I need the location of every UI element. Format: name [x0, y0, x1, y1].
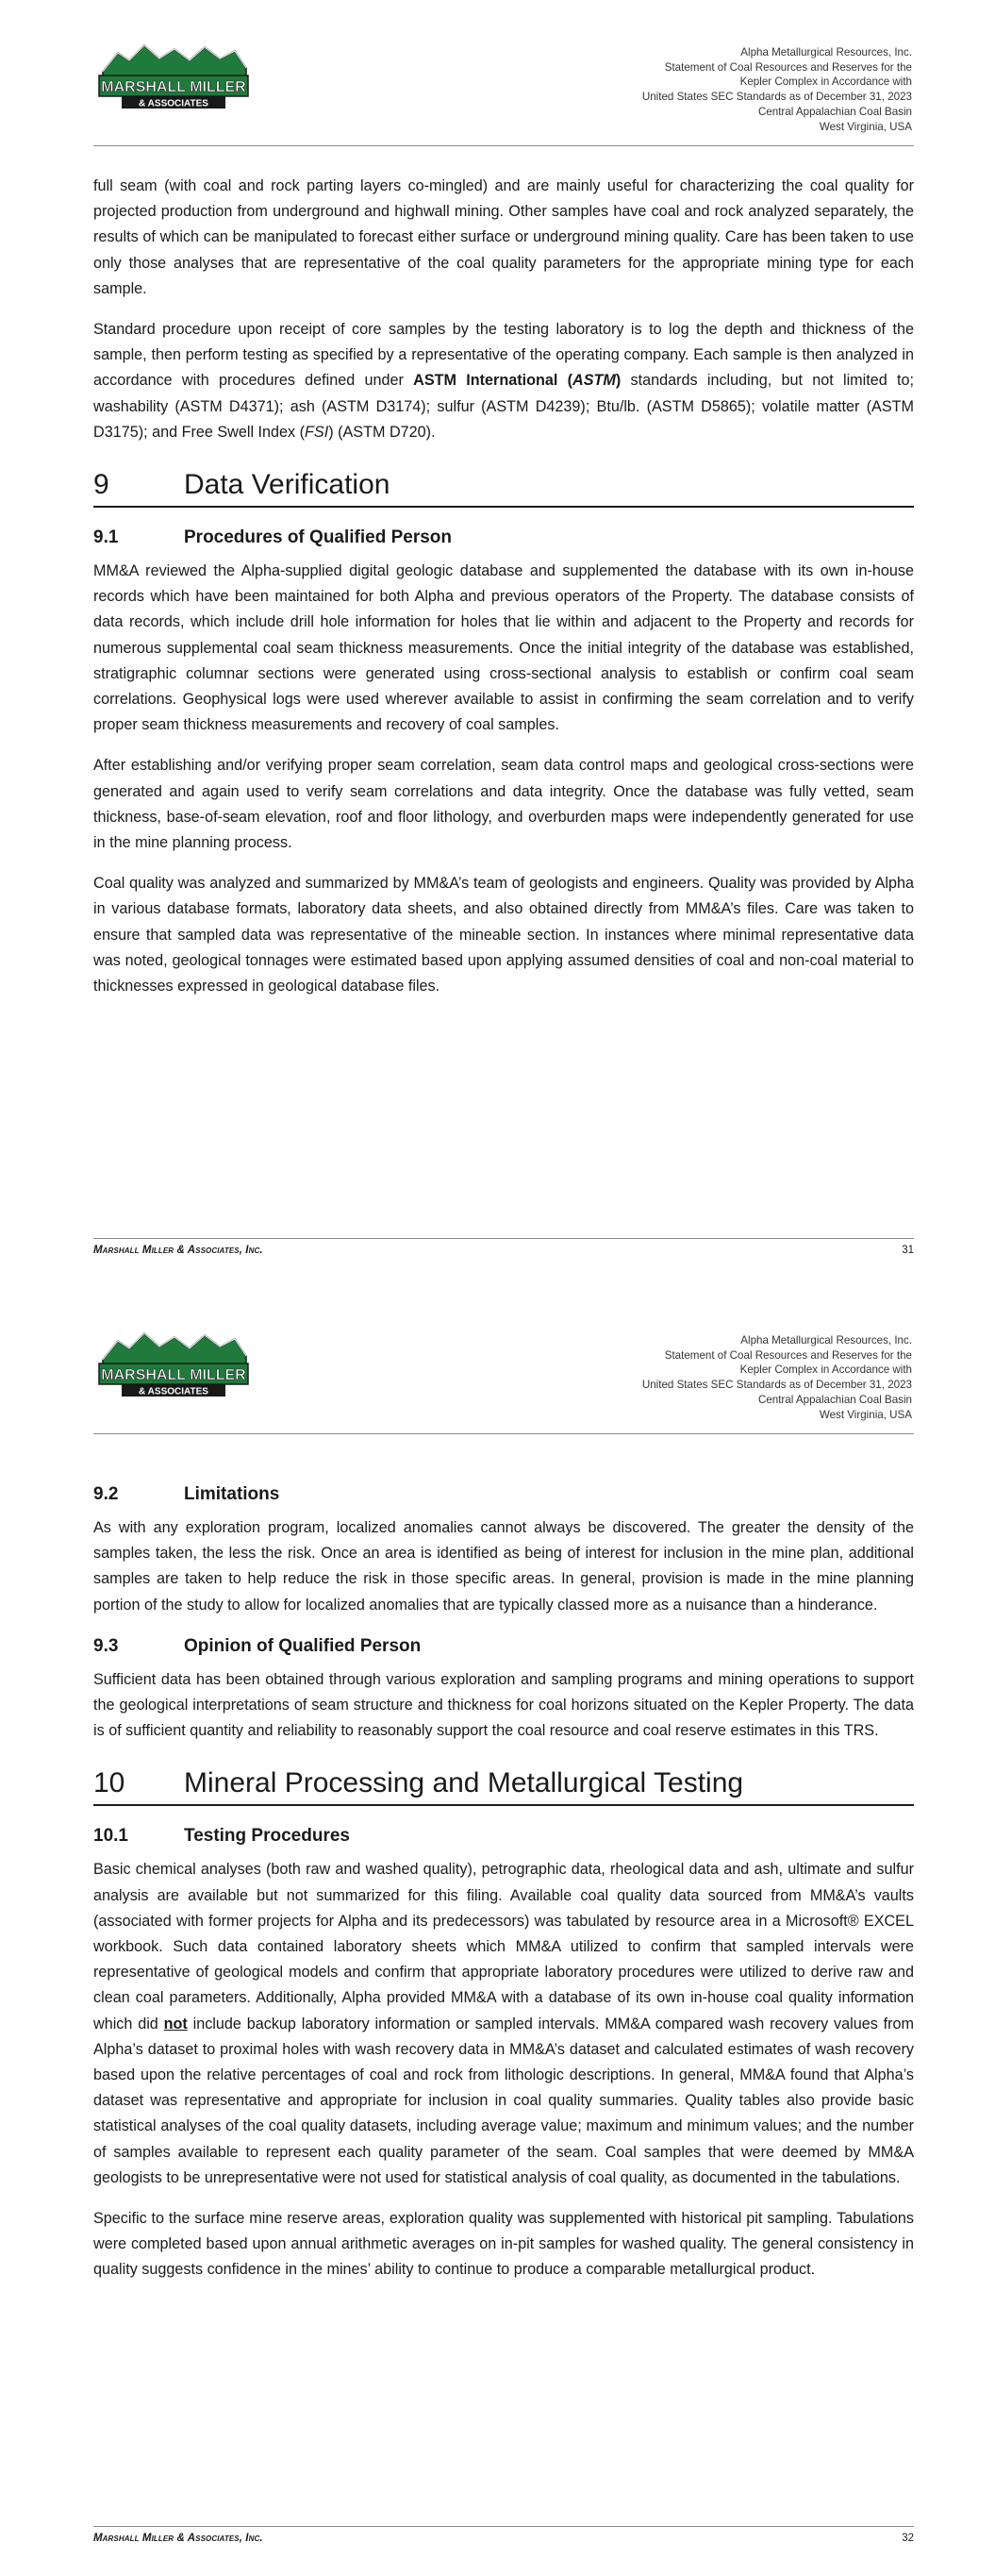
section-number: 9 [93, 469, 109, 501]
company-logo [97, 40, 250, 111]
page-number: 32 [902, 2533, 914, 2544]
header-line: Alpha Metallurgical Resources, Inc. [740, 1334, 912, 1347]
header-line: Central Appalachian Coal Basin [757, 105, 912, 118]
subsection-number: 10.1 [93, 1826, 128, 1847]
paragraph-astm: Standard procedure upon receipt of core samples by the testing laboratory is to log the depth and thickness of the sample, then perform testing as specified by a representative of the operating company. Each sample is then analyzed in accordance with procedures defined under ASTM International (ASTM) standards including, but not limited to; washability (ASTM D4371); ash (ASTM D3174); sulfur (ASTM D4239); Btu/lb. (ASTM D5865); volatile matter (ASTM D3175); and Free Swell Index (FSI) (ASTM D720). [93, 321, 914, 441]
subsection-title: Procedures of Qualified Person [184, 527, 453, 548]
page-header [93, 1324, 914, 1434]
header-line: Kepler Complex in Accordance with [739, 75, 912, 89]
subsection-heading [93, 525, 914, 551]
header-line: United States SEC Standards as of December 31, 2023 [641, 1379, 912, 1392]
paragraph: Specific to the surface mine reserve areas, exploration quality was supplemented with historical pit sampling. Tabulations were completed based upon annual arithmetic averages on in-pit samples for washed quality. The general consistency in quality suggests confidence in the mines’ ability to continue to produce a comparable metallurgical product. [93, 2210, 914, 2279]
logo-text-top: MARSHALL MILLER [101, 1367, 246, 1383]
header-text [642, 45, 912, 134]
header-line: Alpha Metallurgical Resources, Inc. [740, 46, 912, 59]
paragraph: As with any exploration program, localized anomalies cannot always be discovered. The greater the density of the samples taken, the less the risk. Once an area is identified as being of interest for inclusion in the mine plan, additional samples are taken to help reduce the risk in those specific areas. In general, provision is made in the mine planning portion of the study to allow for localized anomalies that are typically classed more as a nuisance than a hinderance. [93, 1519, 914, 1614]
logo-text-bottom: & ASSOCIATES [139, 1386, 208, 1397]
page-32 [0, 1288, 995, 2576]
header-line: Central Appalachian Coal Basin [757, 1393, 912, 1406]
header-line: Statement of Coal Resources and Reserves for the [664, 60, 912, 74]
subsection-title: Limitations [184, 1484, 280, 1504]
footer-firm: Marshall Miller & Associates, Inc. [93, 2533, 263, 2544]
header-text [642, 1333, 912, 1422]
subsection-title: Testing Procedures [184, 1826, 350, 1847]
header-line: United States SEC Standards as of December 31, 2023 [641, 91, 912, 104]
paragraph: MM&A reviewed the Alpha-supplied digital geologic database and supplemented the database with its own in-house records which have been maintained for both Alpha and previous operators of the Property. The database consists of data records, which include drill hole information for holes that lie within and adjacent to the Property and records for numerous supplemental coal seam thickness measurements. Once the initial integrity of the database was established, stratigraphic columnar sections were generated using cross-sectional analysis to establish or confirm coal seam correlations. Geophysical logs were used wherever available to assist in confirming the seam correlation and to verify proper seam thickness measurements and recovery of coal samples. [93, 562, 914, 734]
paragraph-testing: Basic chemical analyses (both raw and washed quality), petrographic data, rheological data and ash, ultimate and sulfur analysis are available but not summarized for this filing. Available coal quality data sourced from MM&A’s vaults (associated with former projects for Alpha and its predecessors) was tabulated by resource area in a Microsoft® EXCEL workbook. Such data contained laboratory sheets which MM&A utilized to confirm that sampled intervals were representative of geological models and confirm that appropriate laboratory procedures were utilized to derive raw and clean coal parameters. Additionally, Alpha provided MM&A with a database of its own in-house coal quality information which did not include backup laboratory information or sampled intervals. MM&A compared wash recovery values from Alpha’s dataset to proximal holes with wash recovery data in MM&A’s dataset and calculated estimates of wash recovery based upon the relative percentages of coal and rock from lithologic descriptions. In general, MM&A found that Alpha’s dataset was representative and appropriate for inclusion in coal quality summaries. Quality tables also provide basic statistical analyses of the coal quality datasets, including average value; maximum and minimum values; and the number of samples available to represent each quality parameter of the seam. Coal samples that were deemed by MM&A geologists to be unrepresentative were not used for statistical analysis of coal quality, as documented in the tabulations. [93, 1861, 914, 2186]
logo-text-bottom: & ASSOCIATES [139, 98, 208, 109]
header-line: West Virginia, USA [819, 1408, 912, 1421]
header-line: Kepler Complex in Accordance with [739, 1363, 912, 1377]
subsection-heading [93, 1823, 914, 1849]
logo-text-top: MARSHALL MILLER [101, 79, 246, 95]
subsection-number: 9.1 [93, 527, 119, 548]
paragraph: Sufficient data has been obtained through various exploration and sampling programs and mining operations to support the geological interpretations of seam structure and thickness for coal horizons situated on the Kepler Property. The data is of sufficient quantity and reliability to reasonably support the coal resource and coal reserve estimates in this TRS. [93, 1670, 914, 1740]
subsection-title: Opinion of Qualified Person [184, 1635, 422, 1656]
section-title: Data Verification [184, 469, 390, 501]
section-title: Mineral Processing and Metallurgical Testing [184, 1767, 744, 1799]
page-header [93, 36, 914, 146]
paragraph: After establishing and/or verifying proper seam correlation, seam data control maps and geological cross-sections were generated and again used to verify seam correlations and data integrity. Once the database was fully vetted, seam thickness, base-of-seam elevation, roof and floor lithology, and overburden maps were independently generated for use in the mine planning process. [93, 757, 914, 852]
page-footer [93, 2526, 914, 2551]
section-heading [93, 466, 914, 508]
subsection-heading [93, 1481, 914, 1508]
section-number: 10 [93, 1767, 125, 1799]
header-line: Statement of Coal Resources and Reserves for the [664, 1348, 912, 1362]
page-number: 31 [902, 1245, 914, 1256]
page-body [93, 1472, 914, 2299]
company-logo [97, 1328, 250, 1399]
subsection-number: 9.3 [93, 1635, 119, 1656]
footer-firm: Marshall Miller & Associates, Inc. [93, 1245, 263, 1256]
subsection-heading [93, 1633, 914, 1660]
subsection-number: 9.2 [93, 1484, 119, 1504]
page-body [93, 174, 914, 1014]
paragraph: Coal quality was analyzed and summarized by MM&A’s team of geologists and engineers. Quality was provided by Alpha in various database formats, laboratory data sheets, and also obtained directly from MM&A’s files. Care was taken to ensure that sampled data was representative of the mineable section. In instances where minimal representative data was noted, geological tonnages were estimated based upon applying assumed densities of coal and non-coal material to thicknesses expressed in geological database files. [93, 875, 914, 995]
paragraph: full seam (with coal and rock parting layers co-mingled) and are mainly useful for characterizing the coal quality for projected production from underground and highwall mining. Other samples have coal and rock analyzed separately, the results of which can be manipulated to forecast either surface or underground mining quality. Care has been taken to use only those analyses that are representative of the coal quality parameters for the appropriate mining type for each sample. [93, 177, 914, 297]
section-heading [93, 1765, 914, 1806]
header-line: West Virginia, USA [819, 120, 912, 133]
page-footer [93, 1238, 914, 1263]
